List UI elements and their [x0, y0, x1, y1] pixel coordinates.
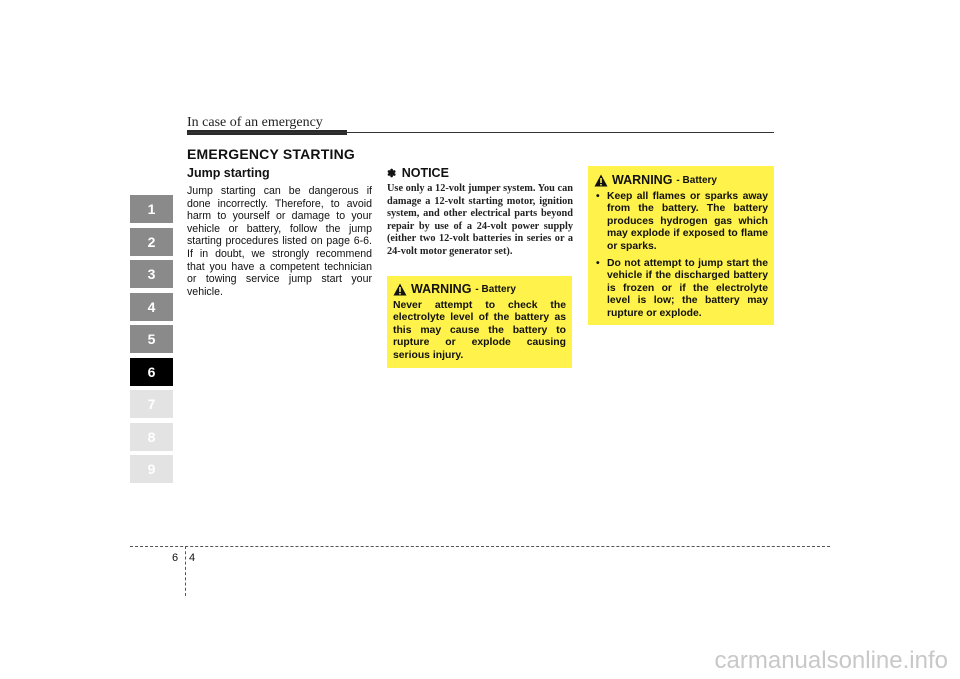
warning-header	[594, 173, 768, 187]
chapter-tabs	[130, 195, 173, 488]
warning-triangle-icon	[594, 174, 608, 187]
chapter-tab-8[interactable]: 8	[130, 423, 173, 451]
notice-star-icon: ✽	[387, 168, 397, 180]
warning-subject: - Battery	[676, 174, 717, 186]
notice-text: Use only a 12-volt jumper system. You can damage a 12-volt starting motor, ignition system, and other electrical parts beyond repair by use of a 24-volt power supply (either two 12-volt batteries in series or a 24-volt motor generator set).	[387, 183, 573, 257]
chapter-tab-4[interactable]: 4	[130, 293, 173, 321]
warning-list-item	[594, 191, 768, 253]
warning-list	[594, 191, 768, 320]
bullet-icon: •	[596, 258, 600, 270]
warning-item-text: Do not attempt to jump start the vehicle if the discharged battery is frozen or if the electrolyte level is low; the battery may rupture or explode.	[607, 258, 768, 319]
battery-warning-box-2	[588, 166, 774, 325]
section-title: EMERGENCY STARTING	[187, 146, 355, 162]
notice-label: NOTICE	[401, 166, 449, 180]
warning-header	[393, 282, 566, 296]
chapter-tab-7[interactable]: 7	[130, 390, 173, 418]
chapter-tab-1[interactable]: 1	[130, 195, 173, 223]
notice-section	[387, 166, 573, 259]
warning-list-item	[594, 258, 768, 320]
footer-divider	[185, 546, 186, 596]
chapter-tab-2[interactable]: 2	[130, 228, 173, 256]
chapter-tab-5[interactable]: 5	[130, 325, 173, 353]
page-chapter-number: 6	[172, 552, 179, 564]
warning-text: Never attempt to check the electrolyte level of the battery as this may cause the battery to rupture or explode causing serious injury.	[393, 300, 566, 361]
header-rule	[187, 132, 774, 133]
warning-subject: - Battery	[475, 283, 516, 295]
notice-title	[387, 166, 573, 180]
jump-starting-heading: Jump starting	[187, 166, 270, 180]
jump-starting-section	[187, 166, 372, 298]
warning-label: WARNING	[411, 282, 472, 296]
header-title: In case of an emergency	[187, 115, 323, 130]
battery-warning-box-1	[387, 276, 572, 368]
warning-label: WARNING	[612, 173, 673, 187]
bullet-icon: •	[596, 191, 600, 202]
page-number: 4	[189, 552, 196, 564]
watermark: carmanualsonline.info	[714, 647, 948, 674]
chapter-tab-9[interactable]: 9	[130, 455, 173, 483]
footer-rule	[130, 546, 830, 547]
jump-starting-text: Jump starting can be dangerous if done incorrectly. Therefore, to avoid harm to yourself or damage to your vehicle or battery, follow the jump starting procedures listed on page 6-6. If in doubt, we strongly recommend that you have a competent technician or towing service jump start your vehicle.	[187, 185, 372, 298]
warning-item-text: Keep all flames or sparks away from the battery. The battery produces hydrogen gas which may explode if exposed to flame or sparks.	[607, 191, 768, 252]
warning-triangle-icon	[393, 283, 407, 296]
chapter-tab-6-active[interactable]: 6	[130, 358, 173, 386]
chapter-tab-3[interactable]: 3	[130, 260, 173, 288]
